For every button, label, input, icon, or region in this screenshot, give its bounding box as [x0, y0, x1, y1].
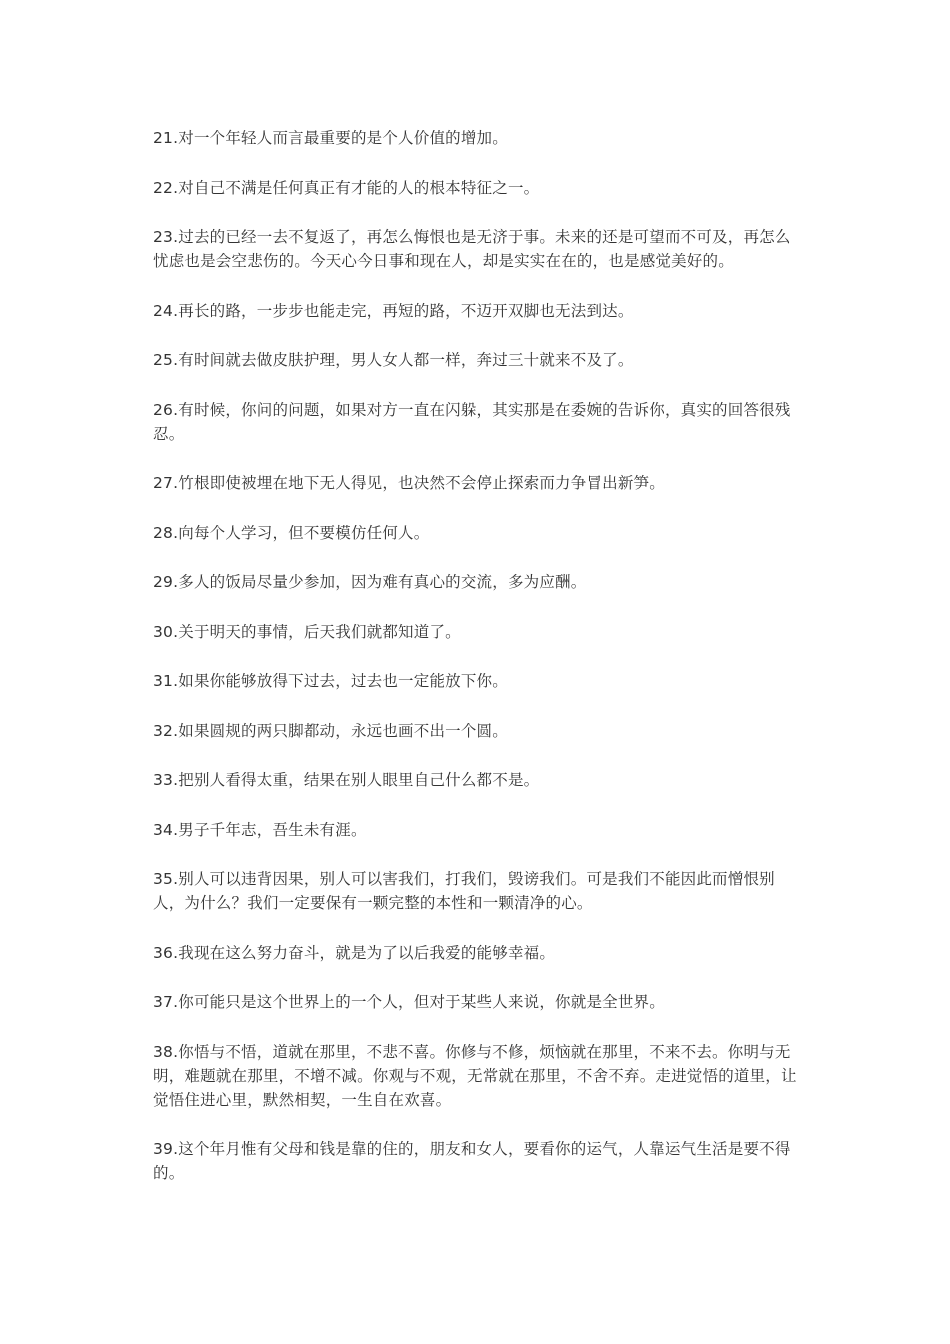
quote-38: 38.你悟与不悟，道就在那里，不悲不喜。你修与不修，烦恼就在那里，不来不去。你明与无明，难题就在那里，不增不减。你观与不观，无常就在那里，不舍不弃。走进觉悟的道里，让觉悟住进心里，默然相契，一生自在欢喜。: [153, 1042, 797, 1109]
quote-30: 30.关于明天的事情，后天我们就都知道了。: [153, 622, 461, 641]
quote-32: 32.如果圆规的两只脚都动，永远也画不出一个圆。: [153, 721, 508, 740]
quote-27: 27.竹根即使被埋在地下无人得见，也决然不会停止探索而力争冒出新笋。: [153, 474, 665, 492]
quote-33: 33.把别人看得太重，结果在别人眼里自己什么都不是。: [153, 771, 540, 789]
quote-39: 39.这个年月惟有父母和钱是靠的住的，朋友和女人，要看你的运气，人靠运气生活是要不得的。: [153, 1140, 791, 1182]
quote-26: 26.有时候，你问的问题，如果对方一直在闪躲，其实那是在委婉的告诉你，真实的回答很残忍。: [153, 400, 791, 443]
quote-31: 31.如果你能够放得下过去，过去也一定能放下你。: [153, 672, 508, 690]
quote-35: 35.别人可以违背因果，别人可以害我们，打我们，毁谤我们。可是我们不能因此而憎恨别人，为什么？我们一定要保有一颗完整的本性和一颗清净的心。: [153, 870, 775, 912]
quote-25: 25.有时间就去做皮肤护理，男人女人都一样，奔过三十就来不及了。: [153, 351, 634, 369]
quote-29: 29.多人的饭局尽量少参加，因为难有真心的交流，多为应酬。: [153, 573, 587, 591]
quote-23: 23.过去的已经一去不复返了，再怎么悔恨也是无济于事。未来的还是可望而不可及，再怎么忧虑也是会空悲伤的。今天心今日事和现在人，却是实实在在的，也是感觉美好的。: [153, 228, 791, 270]
quote-37: 37.你可能只是这个世界上的一个人，但对于某些人来说，你就是全世界。: [153, 993, 665, 1011]
quote-36: 36.我现在这么努力奋斗，就是为了以后我爱的能够幸福。: [153, 943, 556, 962]
quote-28: 28.向每个人学习，但不要模仿任何人。: [153, 523, 430, 542]
quote-21: 21.对一个年轻人而言最重要的是个人价值的增加。: [153, 129, 508, 147]
document-body: [153, 126, 803, 1211]
quote-24: 24.再长的路，一步步也能走完，再短的路，不迈开双脚也无法到达。: [153, 301, 634, 320]
quote-22: 22.对自己不满是任何真正有才能的人的根本特征之一。: [153, 178, 540, 197]
quote-34: 34.男子千年志，吾生未有涯。: [153, 820, 367, 839]
